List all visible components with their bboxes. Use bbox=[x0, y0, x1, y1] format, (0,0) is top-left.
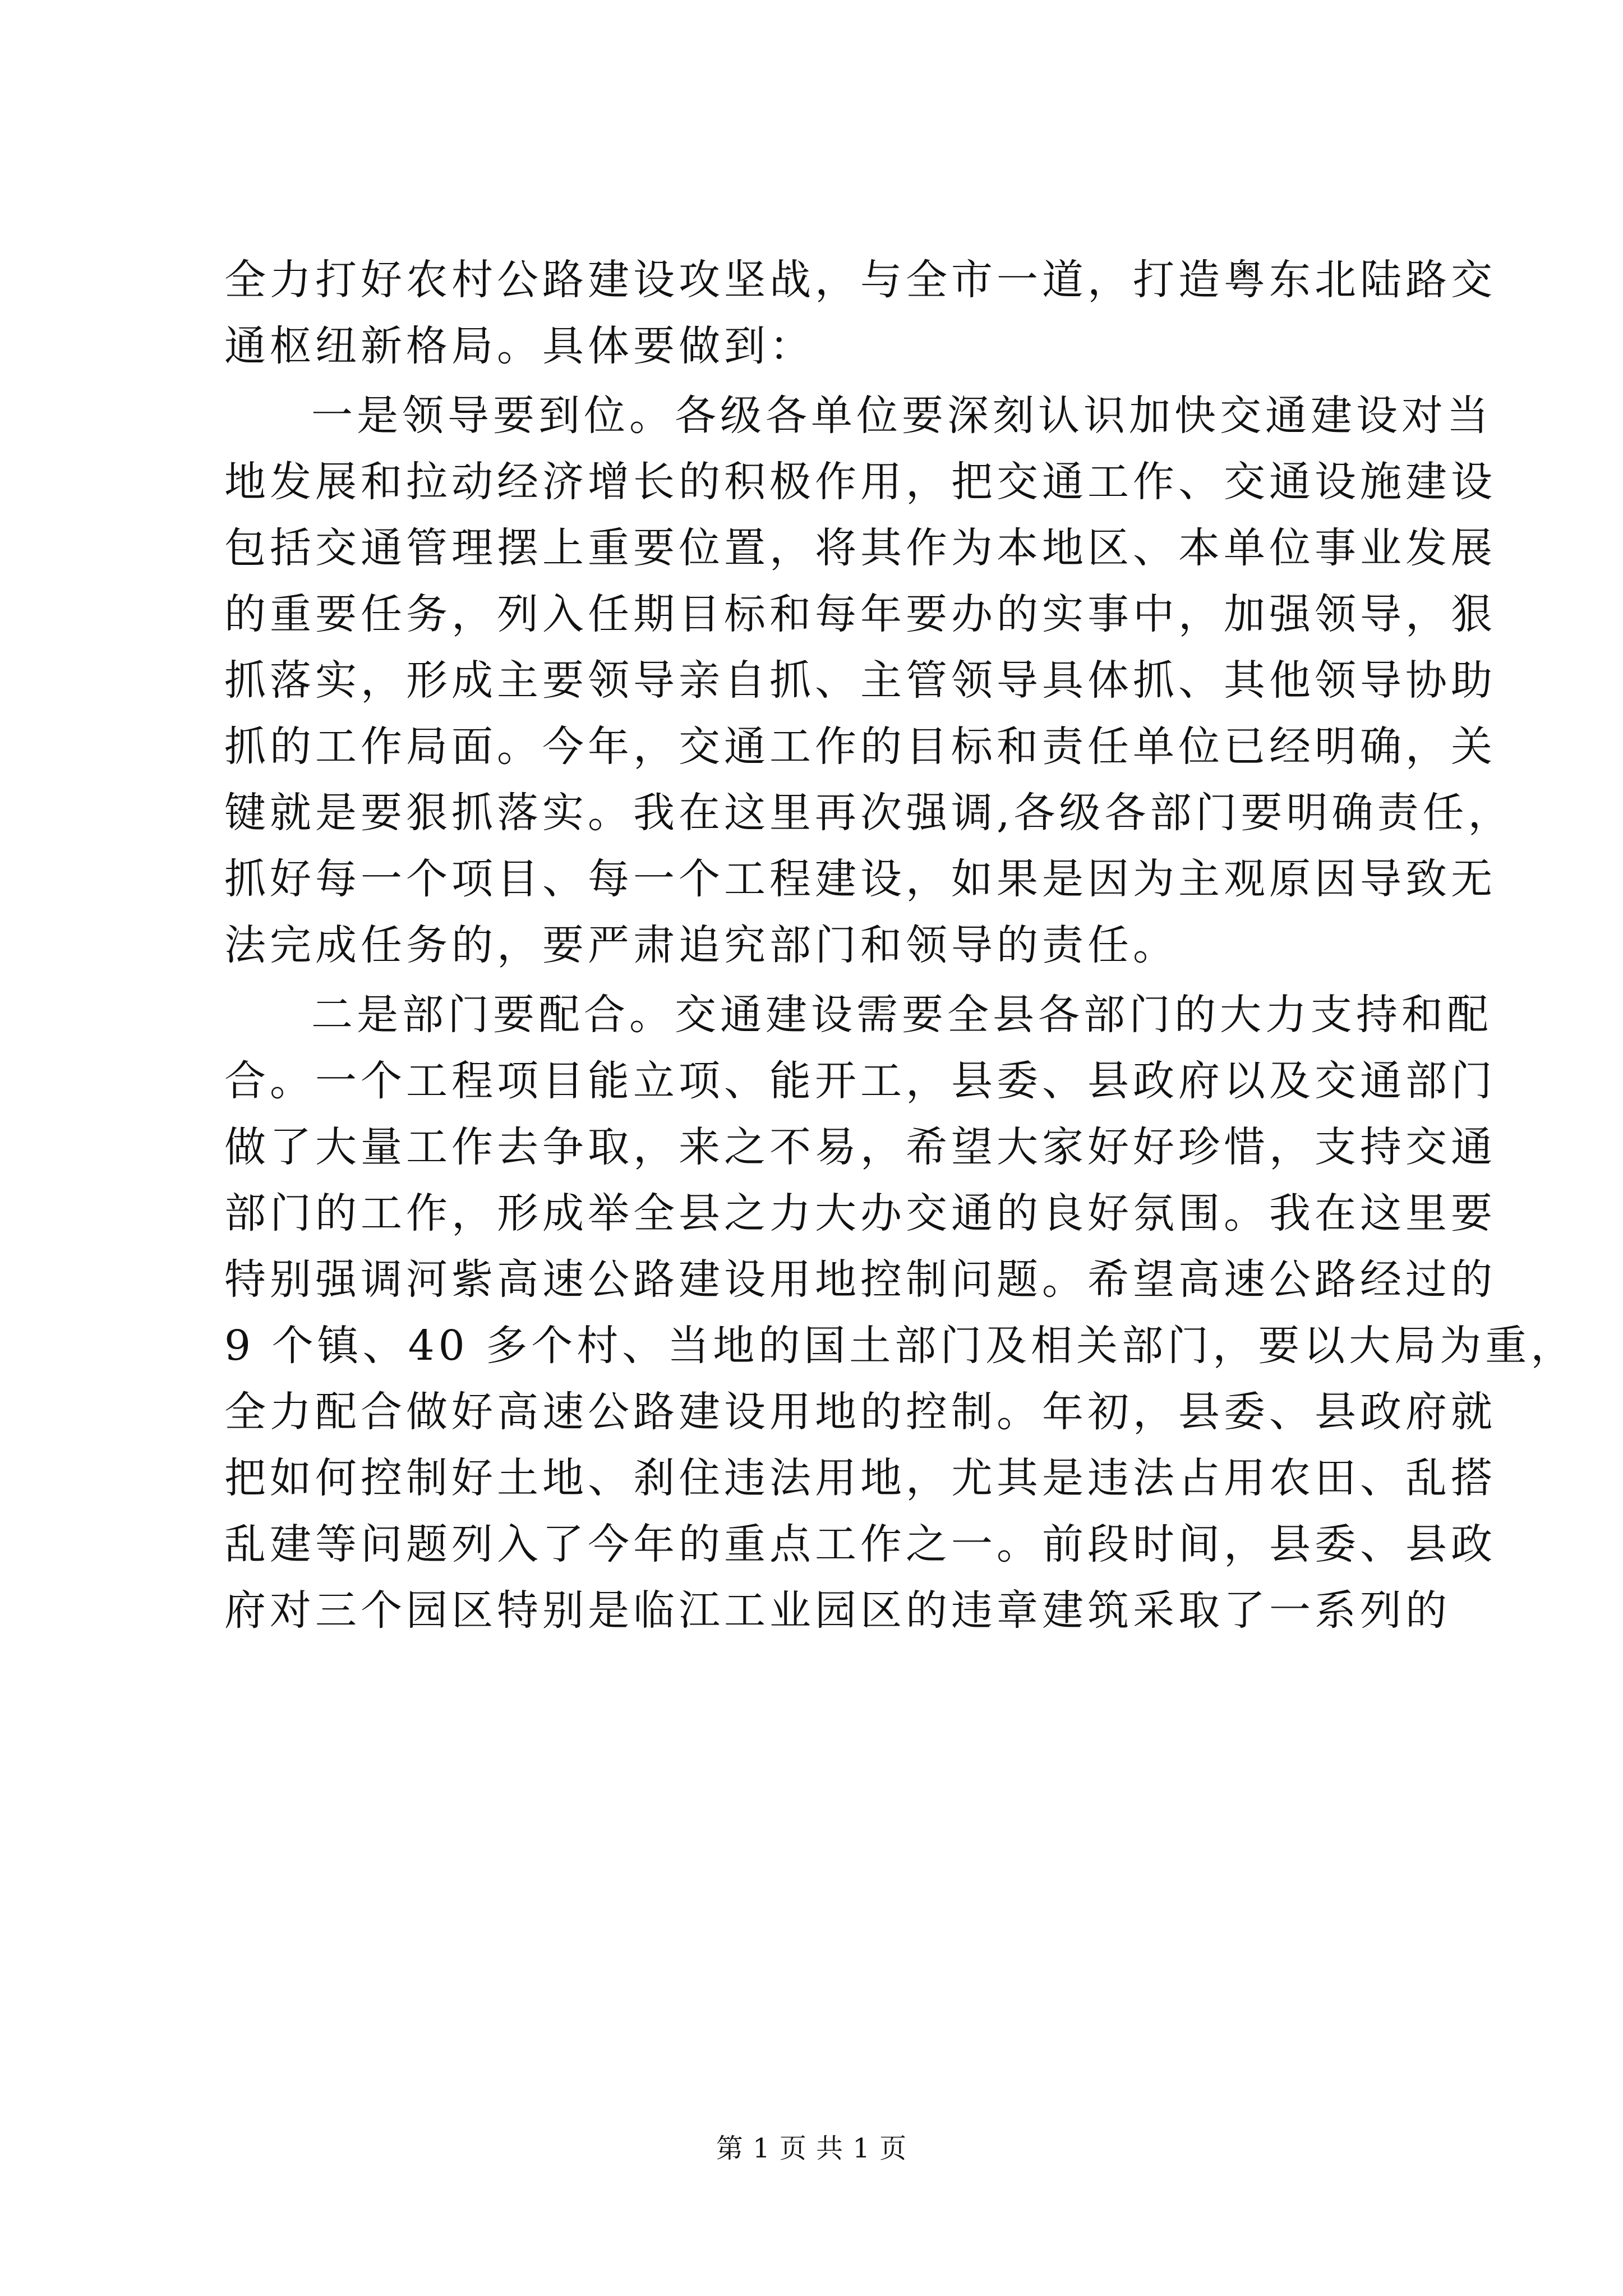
page-footer bbox=[0, 2132, 1623, 2165]
text-line: 特别强调河紫高速公路建设用地控制问题。希望高速公路经过的 bbox=[224, 1255, 1496, 1304]
text-line: 9 个镇、40 多个村、当地的国土部门及相关部门，要以大局为重， bbox=[224, 1322, 1576, 1370]
text-line: 抓的工作局面。今年，交通工作的目标和责任单位已经明确，关 bbox=[224, 723, 1496, 771]
text-line: 抓落实，形成主要领导亲自抓、主管领导具体抓、其他领导协助 bbox=[224, 656, 1496, 705]
page-number-label: 第 1 页 共 1 页 bbox=[716, 2133, 907, 2164]
text-line: 乱建等问题列入了今年的重点工作之一。前段时间，县委、县政 bbox=[224, 1520, 1496, 1568]
text-line: 全力配合做好高速公路建设用地的控制。年初，县委、县政府就 bbox=[224, 1388, 1496, 1436]
text-line: 键就是要狠抓落实。我在这里再次强调,各级各部门要明确责任， bbox=[224, 789, 1514, 837]
text-line: 抓好每一个项目、每一个工程建设，如果是因为主观原因导致无 bbox=[224, 855, 1496, 903]
text-line: 通枢纽新格局。具体要做到： bbox=[224, 322, 815, 370]
text-line: 法完成任务的，要严肃追究部门和领导的责任。 bbox=[224, 921, 1178, 969]
document-body bbox=[224, 247, 1576, 1644]
text-line: 把如何控制好土地、刹住违法用地，尤其是违法占用农田、乱搭 bbox=[224, 1454, 1496, 1502]
text-line: 部门的工作，形成举全县之力大办交通的良好氛围。我在这里要 bbox=[224, 1189, 1496, 1237]
paragraph-1-first-line: 一是领导要到位。各级各单位要深刻认识加快交通建设对当 bbox=[311, 392, 1492, 440]
text-line: 府对三个园区特别是临江工业园区的违章建筑采取了一系列的 bbox=[224, 1586, 1451, 1635]
text-line: 全力打好农村公路建设攻坚战，与全市一道，打造粤东北陆路交 bbox=[224, 256, 1496, 304]
text-line: 做了大量工作去争取，来之不易，希望大家好好珍惜，支持交通 bbox=[224, 1123, 1496, 1171]
text-line: 地发展和拉动经济增长的积极作用，把交通工作、交通设施建设 bbox=[224, 458, 1496, 506]
text-line: 合。一个工程项目能立项、能开工，县委、县政府以及交通部门 bbox=[224, 1057, 1496, 1105]
text-line: 的重要任务，列入任期目标和每年要办的实事中，加强领导，狠 bbox=[224, 590, 1496, 638]
text-line: 包括交通管理摆上重要位置，将其作为本地区、本单位事业发展 bbox=[224, 524, 1496, 572]
paragraph-2-first-line: 二是部门要配合。交通建设需要全县各部门的大力支持和配 bbox=[311, 991, 1492, 1039]
